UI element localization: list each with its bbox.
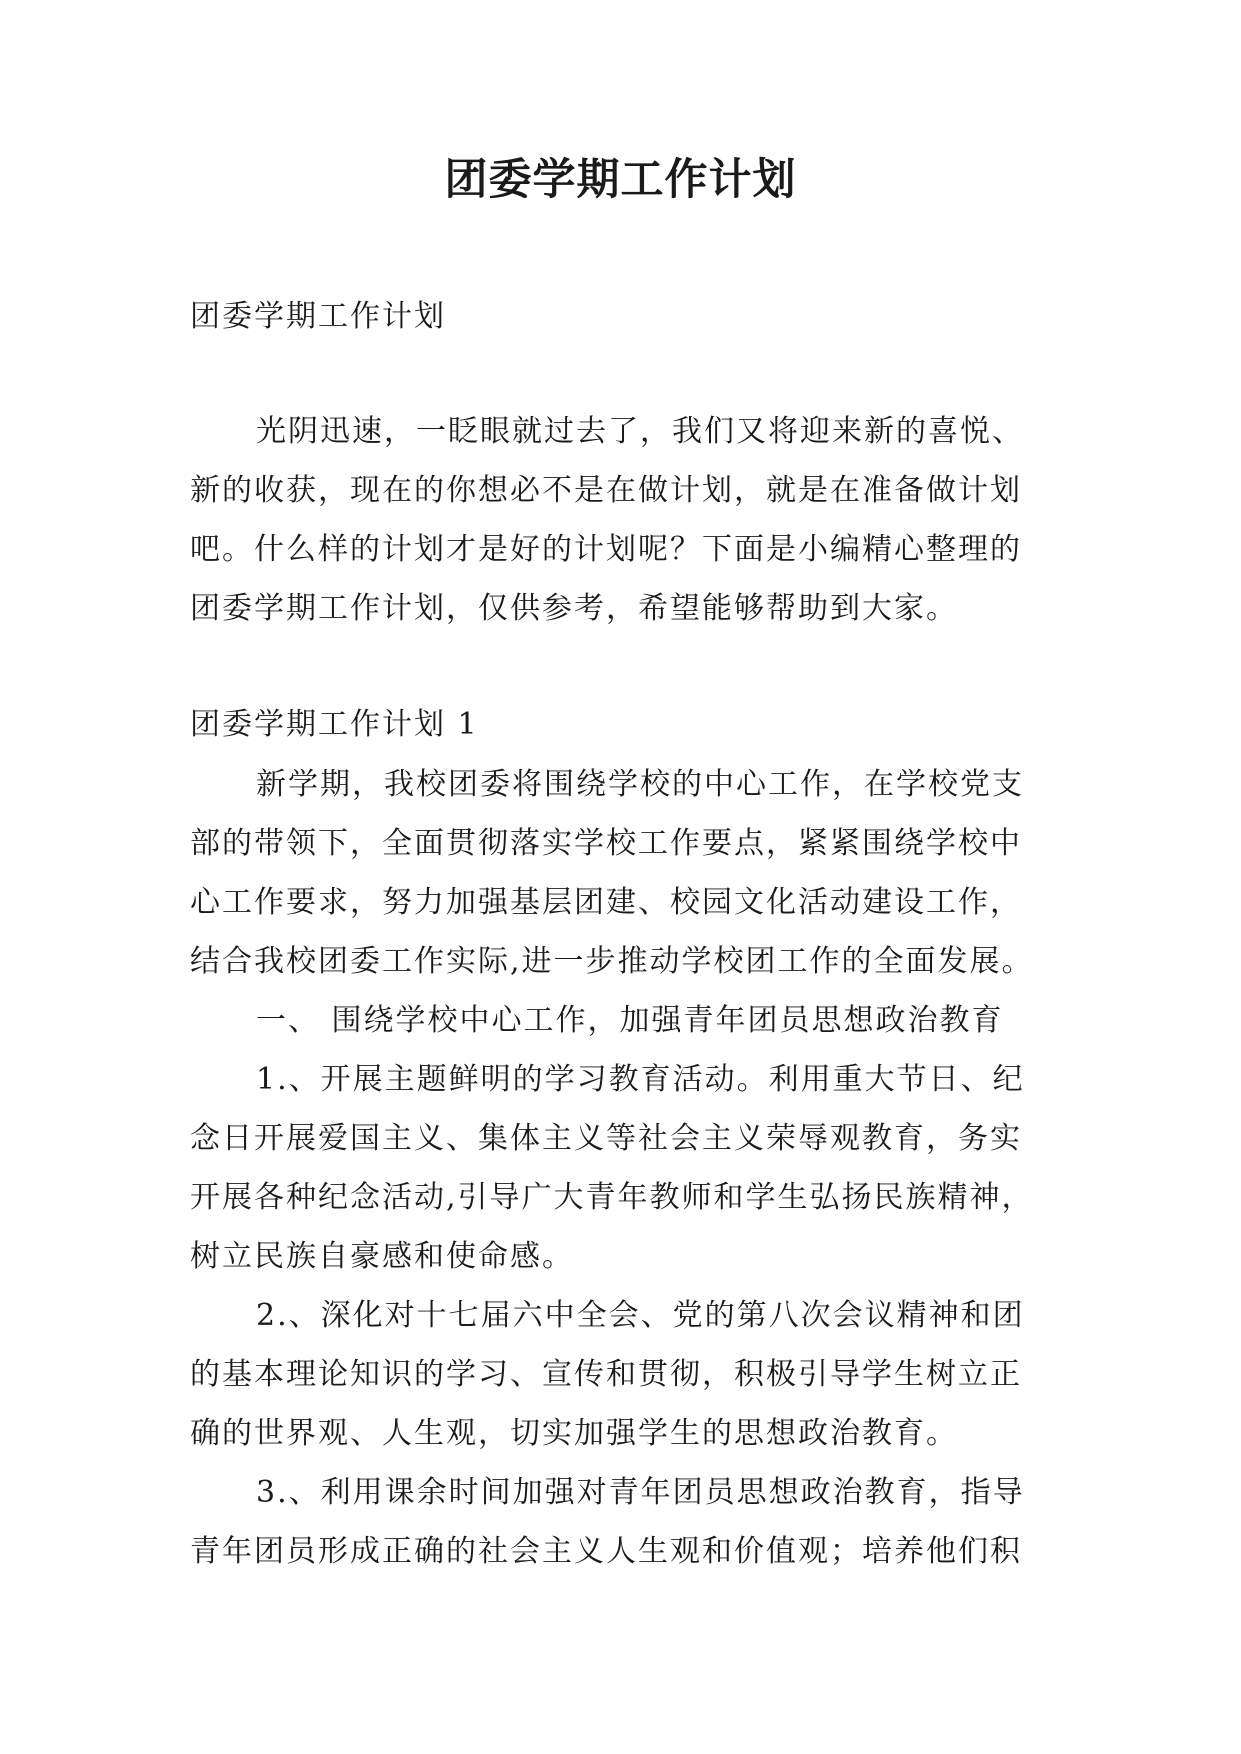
body-line: 的基本理论知识的学习、宣传和贯彻，积极引导学生树立正 bbox=[190, 1357, 1022, 1392]
body-line: 新学期，我校团委将围绕学校的中心工作，在学校党支 bbox=[256, 767, 1024, 802]
body-line: 3.、利用课余时间加强对青年团员思想政治教育，指导 bbox=[256, 1475, 1025, 1510]
body-line: 结合我校团委工作实际,进一步推动学校团工作的全面发展。 bbox=[190, 944, 1034, 979]
body-line: 部的带领下，全面贯彻落实学校工作要点，紧紧围绕学校中 bbox=[190, 826, 1022, 861]
body-line: 确的世界观、人生观，切实加强学生的思想政治教育。 bbox=[190, 1416, 958, 1451]
section-body bbox=[190, 755, 1070, 1581]
intro-paragraph bbox=[190, 402, 1070, 638]
body-line: 念日开展爱国主义、集体主义等社会主义荣辱观教育，务实 bbox=[190, 1121, 1022, 1156]
document-subtitle: 团委学期工作计划 bbox=[190, 299, 446, 334]
body-line: 1.、开展主题鲜明的学习教育活动。利用重大节日、纪 bbox=[256, 1062, 1025, 1097]
body-line: 开展各种纪念活动,引导广大青年教师和学生弘扬民族精神， bbox=[190, 1180, 1034, 1215]
intro-line: 光阴迅速，一眨眼就过去了，我们又将迎来新的喜悦、 bbox=[256, 414, 1024, 449]
body-line: 一、 围绕学校中心工作，加强青年团员思想政治教育 bbox=[256, 1003, 1004, 1038]
body-line: 心工作要求，努力加强基层团建、校园文化活动建设工作， bbox=[190, 885, 1022, 920]
intro-line: 新的收获，现在的你想必不是在做计划，就是在准备做计划 bbox=[190, 473, 1022, 508]
section-heading: 团委学期工作计划 1 bbox=[190, 707, 479, 742]
intro-line: 团委学期工作计划，仅供参考，希望能够帮助到大家。 bbox=[190, 591, 958, 626]
body-line: 2.、深化对十七届六中全会、党的第八次会议精神和团 bbox=[256, 1298, 1025, 1333]
document-title: 团委学期工作计划 bbox=[444, 155, 797, 205]
body-line: 树立民族自豪感和使命感。 bbox=[190, 1239, 574, 1274]
intro-line: 吧。什么样的计划才是好的计划呢？下面是小编精心整理的 bbox=[190, 532, 1022, 567]
body-line: 青年团员形成正确的社会主义人生观和价值观；培养他们积 bbox=[190, 1534, 1022, 1569]
